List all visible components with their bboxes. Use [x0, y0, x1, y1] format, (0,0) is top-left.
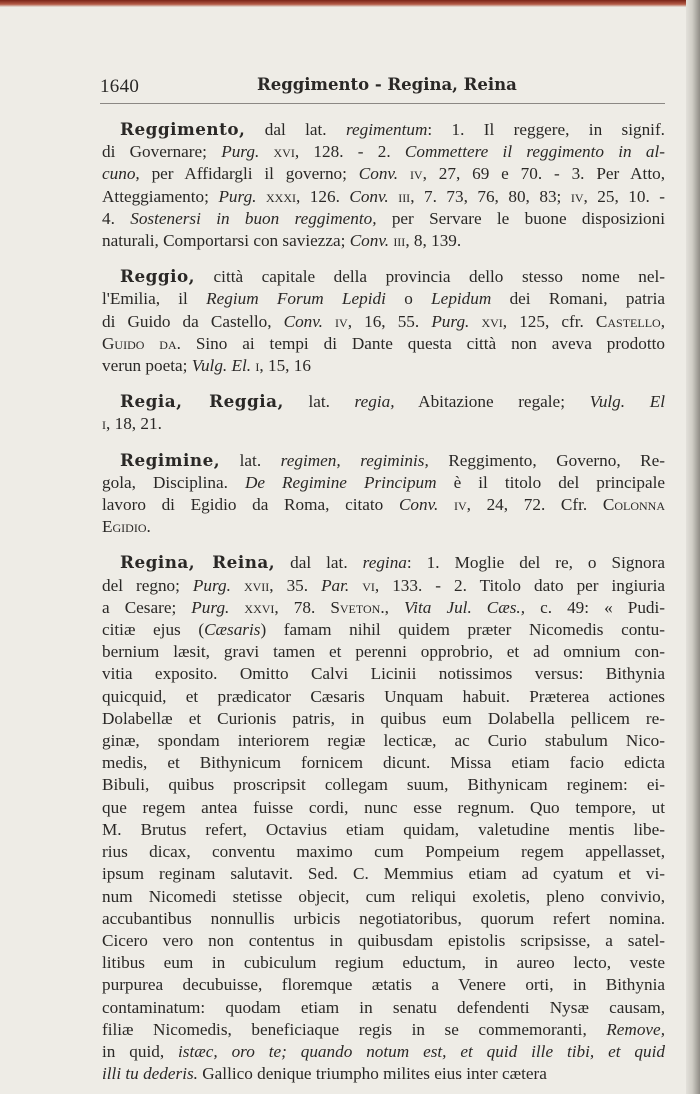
- entry-text: dei Romani, patria: [491, 289, 665, 309]
- entry-line: [102, 619, 665, 641]
- small-caps-text: iv: [438, 495, 467, 515]
- entry-text: que regem antea fuisse cordi, nunc esse regnum. Quo tempore, ut: [102, 797, 665, 817]
- entry-text: num Nicomedi stetisse objecit, cum reliqui exoletis, pleno convivio,: [102, 886, 665, 906]
- entry-headword: Reggimento,: [120, 119, 246, 139]
- italic-text: Commettere il reggimento in al-: [404, 142, 665, 162]
- entry-line: [102, 886, 665, 908]
- small-caps-text: xxxi: [256, 186, 296, 206]
- entry-text: di Governare;: [102, 142, 222, 162]
- entry-text: 4.: [102, 208, 131, 228]
- entry-line: [102, 413, 665, 435]
- entry-text: quicquid, et prædicator Cæsaris Unquam habuit. Præterea actiones: [102, 686, 665, 706]
- entry-text: rius dicax, conventu maximo cum Pompeium regem appellasset,: [102, 842, 665, 862]
- small-caps-text: iv: [322, 311, 348, 331]
- entry-line: [102, 752, 665, 774]
- entry-text: . Sino ai tempi di Dante questa città non aveva prodotto: [176, 333, 665, 353]
- entry-headword: Reggio,: [120, 266, 196, 287]
- entry-line: [102, 163, 665, 185]
- entry-text: : 1. Moglie del re, o Signora: [406, 553, 665, 573]
- entry-text: Abitazione regale;: [394, 392, 590, 412]
- entry-line: [102, 141, 665, 163]
- small-caps-text: i: [251, 356, 260, 376]
- italic-text: Vita Jul. Cæs.,: [404, 597, 526, 617]
- entry-text: , 16, 55.: [347, 311, 432, 331]
- small-caps-text: iii: [388, 186, 411, 206]
- small-caps-text: Sveton.,: [330, 597, 389, 617]
- entry-line: [102, 333, 665, 355]
- small-caps-text: Guido da: [102, 333, 177, 353]
- italic-text: Vulg. El: [589, 392, 665, 412]
- entry-text: Gallico denique triumpho milites eius inter cætera: [197, 1064, 547, 1084]
- italic-text: istæc, oro te; quando notum est, et quid ille tibi, et quid: [178, 1041, 665, 1061]
- entry-text: : 1. Il reggere, in signif.: [427, 120, 665, 139]
- entry-text: in quid,: [102, 1041, 179, 1061]
- small-caps-text: i: [102, 414, 106, 434]
- entry-text: gola, Disciplina.: [102, 472, 245, 492]
- entry-text: di Guido da Castello,: [102, 311, 284, 331]
- italic-text: Purg.: [431, 311, 470, 331]
- entry-line: [102, 708, 665, 730]
- entry-line: [102, 930, 665, 952]
- entry-text: naturali, Comportarsi con saviezza;: [102, 231, 350, 251]
- entry-text: citiæ ejus (: [102, 620, 205, 640]
- entry-text: filiæ Nicomedis, beneficiaque regis in se commemoranti,: [102, 1019, 607, 1039]
- italic-text: regimen, regiminis,: [280, 450, 429, 470]
- entry-text: Cicero vero non contentus in quibusdam epistolis scripsisse, a satel-: [102, 930, 665, 950]
- entry-line: [102, 974, 665, 996]
- entry-text: , 128. - 2.: [294, 142, 405, 162]
- entry-text: dal lat.: [245, 120, 346, 139]
- entry-text: ipsum reginam salutavit. Sed. C. Memmius etiam ad cyatum et vi-: [102, 864, 665, 884]
- entry-line: [102, 952, 665, 974]
- italic-text: Lepidum: [431, 289, 492, 309]
- entry-line: [102, 575, 665, 597]
- entry-text: lavoro di Egidio da Roma, citato: [102, 495, 399, 515]
- italic-text: Sostenersi in buon reggimento,: [130, 208, 377, 228]
- entry-text: , 7. 73, 76, 80, 83;: [410, 186, 571, 206]
- entry-headword: Regia, Reggia,: [120, 391, 284, 412]
- italic-text: cuno,: [102, 164, 140, 184]
- entry-line: [102, 288, 665, 310]
- entry-text: città capitale della provincia dello stesso nome nel-: [195, 267, 665, 287]
- entry-text: l'Emilia, il: [102, 289, 207, 309]
- entry-line: [102, 1019, 665, 1041]
- italic-text: regina: [362, 553, 407, 573]
- entry-line: [102, 774, 665, 796]
- small-caps-text: iv: [570, 186, 584, 206]
- small-caps-text: xvii: [230, 575, 270, 595]
- entry-text: lat.: [283, 392, 355, 412]
- italic-text: Purg.: [221, 142, 260, 162]
- entry-text: bernium læsit, gravi tamen et perenni opprobrio, et ad omnium con-: [102, 642, 665, 662]
- dictionary-entries: [102, 118, 665, 1094]
- italic-text: Conv.: [398, 495, 439, 515]
- entry-headword: Regimine,: [120, 449, 221, 470]
- entry-text: , 78.: [274, 597, 331, 617]
- italic-text: regia,: [354, 392, 395, 412]
- entry-text: verun poeta;: [102, 356, 192, 376]
- italic-text: De Regimine Principum: [244, 472, 437, 492]
- italic-text: Regium Forum Lepidi: [206, 289, 386, 309]
- header-rule: [100, 103, 665, 104]
- dictionary-entry: [102, 265, 665, 377]
- entry-line: [102, 819, 665, 841]
- entry-text: litibus eum in cubiculum regium eductum, in aureo lecto, veste: [102, 953, 665, 973]
- entry-line: [102, 494, 665, 516]
- entry-text: Bibuli, quibus proscripsit collegam suum, Bithynicam reginem: ei-: [102, 775, 665, 795]
- entry-text: per Affidargli il governo;: [139, 164, 359, 184]
- running-head: Reggimento - Regina, Reina: [257, 75, 517, 94]
- small-caps-text: Castello,: [595, 311, 665, 331]
- entry-text: dal lat.: [275, 553, 363, 573]
- italic-text: Conv.: [349, 231, 390, 251]
- entry-text: Reggimento, Governo, Re-: [428, 450, 665, 470]
- entry-line: [102, 516, 665, 538]
- entry-line: [102, 641, 665, 663]
- small-caps-text: xxvi: [229, 597, 275, 617]
- dictionary-entry: [102, 551, 665, 1085]
- entry-text: Dolabellæ et Curionis patris, in quibus eum Dolabella pellicem re-: [102, 708, 665, 728]
- entry-text: accubantibus nonnullis urbicis negotiatoribus, quorum refert nomina.: [102, 908, 665, 928]
- entry-line: [102, 186, 665, 208]
- entry-first-line: [102, 265, 665, 288]
- entry-line: [102, 355, 665, 377]
- entry-text: c. 49: « Pudi-: [525, 597, 665, 617]
- entry-line: [102, 472, 665, 494]
- entry-line: [102, 311, 665, 333]
- entry-line: [102, 841, 665, 863]
- entry-text: , 24, 72. Cfr.: [466, 495, 603, 515]
- entry-line: [102, 1041, 665, 1063]
- entry-text: vitia exposito. Omitto Calvi Licinii notissimos versus: Bithynia: [102, 664, 665, 684]
- italic-text: regimentum: [345, 120, 428, 139]
- dictionary-entry: [102, 390, 665, 435]
- page-right-edge: [686, 0, 700, 1094]
- entry-text: M. Brutus refert, Octavius etiam quidam, valetudine mentis libe-: [102, 819, 665, 839]
- entry-text: , 35.: [269, 575, 322, 595]
- italic-text: Remove,: [606, 1019, 665, 1039]
- entry-line: [102, 230, 665, 252]
- entry-text: purpurea decubuisse, floremque ætatis a Venere orti, in Bithynia: [102, 975, 665, 995]
- entry-line: [102, 663, 665, 685]
- entry-text: per Servare le buone disposizioni: [376, 208, 665, 228]
- entry-line: [102, 863, 665, 885]
- entry-text: , 27, 69 e 70. - 3. Per Atto,: [422, 164, 665, 184]
- entry-text: a Cesare;: [102, 597, 192, 617]
- entry-line: [102, 730, 665, 752]
- entry-text: , 126.: [295, 186, 350, 206]
- entry-line: [102, 208, 665, 230]
- small-caps-text: iv: [398, 164, 423, 184]
- italic-text: Purg.: [192, 575, 231, 595]
- small-caps-text: Colonna: [602, 495, 665, 515]
- page-top-edge: [0, 0, 700, 7]
- entry-first-line: [102, 390, 665, 413]
- small-caps-text: vi: [349, 575, 375, 595]
- entry-headword: Regina, Reina,: [120, 552, 276, 573]
- entry-line: [102, 908, 665, 930]
- entry-text: , 133. - 2. Titolo dato per ingiuria: [374, 575, 665, 595]
- page-number: 1640: [100, 76, 140, 97]
- small-caps-text: iii: [389, 231, 406, 251]
- entry-text: è il titolo del principale: [436, 472, 665, 492]
- entry-line: [102, 997, 665, 1019]
- italic-text: Par.: [321, 575, 350, 595]
- entry-first-line: [102, 449, 665, 472]
- italic-text: Cæsaris: [204, 620, 261, 640]
- entry-text: [389, 598, 404, 617]
- entry-text: , 15, 16: [259, 356, 311, 376]
- small-caps-text: Egidio.: [102, 517, 151, 537]
- entry-text: del regno;: [102, 575, 193, 595]
- italic-text: Purg.: [191, 597, 230, 617]
- entry-text: , 125, cfr.: [502, 311, 596, 331]
- page-header: [100, 74, 665, 104]
- italic-text: Conv.: [349, 186, 389, 206]
- entry-line: [102, 797, 665, 819]
- entry-text: ginæ, spondam interiorem regiæ lecticæ, ac Curio stabulum Nico-: [102, 731, 665, 751]
- italic-text: illi tu dederis.: [102, 1064, 198, 1084]
- italic-text: Conv.: [358, 164, 399, 184]
- entry-text: contaminatum: quodam etiam in senatu defendenti Nysæ causam,: [102, 997, 665, 1017]
- entry-first-line: [102, 551, 665, 574]
- italic-text: Vulg. El.: [191, 356, 252, 376]
- entry-line: [102, 597, 665, 619]
- entry-line: [102, 1063, 665, 1085]
- italic-text: Conv.: [283, 311, 323, 331]
- dictionary-entry: [102, 118, 665, 252]
- entry-text: Atteggiamento;: [102, 186, 219, 206]
- entry-text: , 8, 139.: [405, 231, 462, 251]
- entry-text: medis, et Bithynicum fornicem dicunt. Missa etiam facio edicta: [102, 753, 665, 773]
- small-caps-text: xvi: [469, 311, 503, 331]
- italic-text: Purg.: [218, 186, 257, 206]
- small-caps-text: xvi: [259, 142, 295, 162]
- entry-text: ) famam nihil quidem præter Nicomedis contu-: [260, 620, 665, 640]
- entry-first-line: [102, 118, 665, 141]
- entry-text: lat.: [220, 450, 281, 470]
- entry-text: , 18, 21.: [106, 414, 162, 434]
- entry-text: , 25, 10. -: [583, 186, 665, 206]
- dictionary-entry: [102, 449, 665, 539]
- entry-text: o: [385, 289, 432, 309]
- entry-line: [102, 686, 665, 708]
